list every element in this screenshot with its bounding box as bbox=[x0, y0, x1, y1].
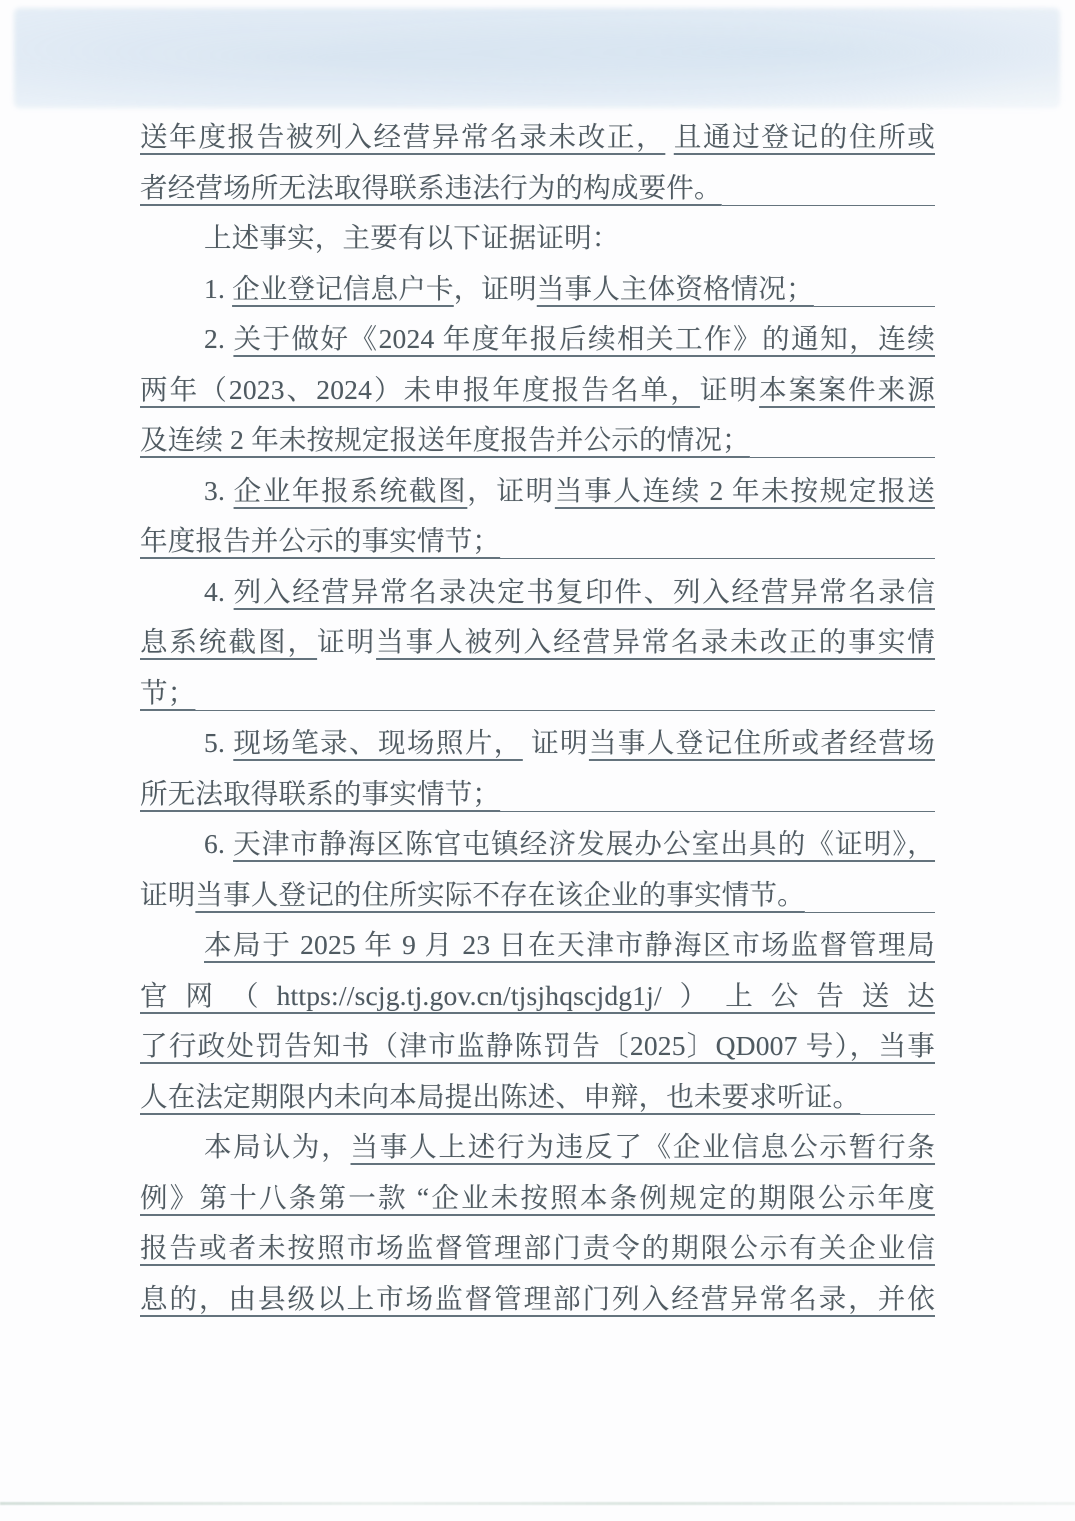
document-line bbox=[140, 622, 935, 668]
document-line bbox=[140, 1127, 935, 1173]
document-line bbox=[140, 774, 935, 820]
underlined-text-segment: 当事人登记的住所实际不存在该企业的事实情节。 bbox=[195, 878, 805, 910]
blank-underline bbox=[500, 521, 935, 559]
text-segment: 1. bbox=[204, 272, 233, 304]
document-line bbox=[140, 1279, 935, 1325]
underlined-text-segment: 了行政处罚告知书（津市监静陈罚告〔2025〕QD007 号），当事 bbox=[140, 1030, 935, 1061]
document-line bbox=[140, 319, 935, 365]
blank-underline bbox=[860, 1077, 935, 1115]
text-segment: 3. bbox=[204, 474, 234, 506]
document-line bbox=[140, 168, 935, 214]
underlined-text-segment: 当事人上述行为违反了《企业信息公示暂行条 bbox=[350, 1131, 936, 1162]
document-line bbox=[140, 572, 935, 618]
text-segment: 6. bbox=[204, 828, 234, 859]
underlined-text-segment: 人在法定期限内未向本局提出陈述、申辩，也未要求听证。 bbox=[140, 1080, 861, 1112]
document-line bbox=[140, 269, 935, 315]
underlined-text-segment: 当事人连续 2 年未按规定报送 bbox=[554, 474, 935, 506]
underlined-text-segment: 两年（2023、2024）未申报年度报告名单， bbox=[140, 373, 700, 405]
underlined-text-segment: 报告或者未按照市场监督管理部门责令的期限公示有关企业信 bbox=[140, 1232, 935, 1263]
text-segment: 证明 bbox=[522, 727, 589, 758]
underlined-text-segment: 官网（https://scjg.tj.gov.cn/tjsjhqscjdg1j/）上公告送达 bbox=[140, 979, 935, 1011]
document-line bbox=[140, 218, 935, 264]
underlined-text-segment: 企业登记信息户卡 bbox=[232, 272, 454, 304]
text-segment: ，证明 bbox=[467, 474, 555, 506]
text-segment: 2. bbox=[204, 323, 234, 354]
document-line bbox=[140, 1178, 935, 1224]
underlined-text-segment: 列入经营异常名录决定书复印件、列入经营异常名录信 bbox=[233, 575, 935, 607]
scan-edge-shadow bbox=[0, 1502, 1075, 1505]
document-line bbox=[140, 1026, 935, 1072]
document-line bbox=[140, 1228, 935, 1274]
document-line bbox=[140, 471, 935, 517]
underlined-text-segment: 且通过登记的住所或 bbox=[673, 121, 935, 152]
blank-underline bbox=[805, 875, 935, 913]
blank-underline bbox=[750, 420, 935, 458]
document-line bbox=[140, 420, 935, 466]
text-segment: ，证明 bbox=[453, 272, 537, 304]
underlined-text-segment: 者经营场所无法取得联系违法行为的构成要件。 bbox=[140, 171, 722, 203]
document-line bbox=[140, 1077, 935, 1123]
text-segment: 4. bbox=[204, 575, 234, 607]
underlined-text-segment: 企业年报系统截图 bbox=[233, 474, 468, 506]
underlined-text-segment: 及连续 2 年未按规定报送年度报告并公示的情况； bbox=[140, 424, 750, 455]
underlined-text-segment: 当事人登记住所或者经营场 bbox=[588, 727, 935, 758]
underlined-text-segment: 年度报告并公示的事实情节； bbox=[140, 525, 501, 556]
document-line bbox=[140, 521, 935, 567]
text-segment: 上述事实，主要有以下证据证明： bbox=[204, 222, 620, 253]
text-segment: 5. bbox=[204, 727, 234, 758]
text-segment bbox=[665, 121, 674, 152]
underlined-text-segment: 天津市静海区陈官屯镇经济发展办公室出具的《证明》， bbox=[233, 828, 936, 859]
text-segment: 本局认为， bbox=[204, 1131, 351, 1162]
underlined-text-segment: 送年度报告被列入经营异常名录未改正， bbox=[140, 121, 666, 152]
blank-underline bbox=[500, 774, 935, 812]
underlined-text-segment: 所无法取得联系的事实情节； bbox=[140, 777, 501, 809]
underlined-text-segment: 现场笔录、现场照片， bbox=[233, 727, 523, 758]
document-line bbox=[140, 976, 935, 1022]
document-line bbox=[140, 875, 935, 921]
underlined-text-segment: 例》第十八条第一款 “企业未按照本条例规定的期限公示年度 bbox=[140, 1181, 935, 1213]
document-line bbox=[140, 925, 935, 971]
document-line bbox=[140, 117, 935, 163]
blank-underline bbox=[814, 269, 935, 307]
underlined-text-segment: 本案案件来源 bbox=[759, 373, 935, 405]
underlined-text-segment: 节； bbox=[140, 676, 196, 708]
text-segment: 证明 bbox=[140, 878, 196, 910]
underlined-text-segment: 当事人被列入经营异常名录未改正的事实情 bbox=[376, 626, 936, 657]
underlined-text-segment: 本局于 2025 年 9 月 23 日在天津市静海区市场监督管理局 bbox=[204, 929, 935, 960]
document-line bbox=[140, 370, 935, 416]
blank-underline bbox=[195, 673, 935, 711]
text-segment: 证明 bbox=[317, 626, 377, 657]
underlined-text-segment: 当事人主体资格情况； bbox=[536, 272, 814, 304]
underlined-text-segment: 息的，由县级以上市场监督管理部门列入经营异常名录，并依 bbox=[140, 1282, 935, 1314]
underlined-text-segment: 关于做好《2024 年度年报后续相关工作》的通知，连续 bbox=[233, 323, 935, 354]
text-segment: 证明 bbox=[699, 373, 760, 405]
document-line bbox=[140, 824, 935, 870]
underlined-text-segment: 息系统截图， bbox=[140, 626, 318, 657]
document-line bbox=[140, 673, 935, 719]
blank-underline bbox=[722, 168, 935, 206]
document-line bbox=[140, 723, 935, 769]
